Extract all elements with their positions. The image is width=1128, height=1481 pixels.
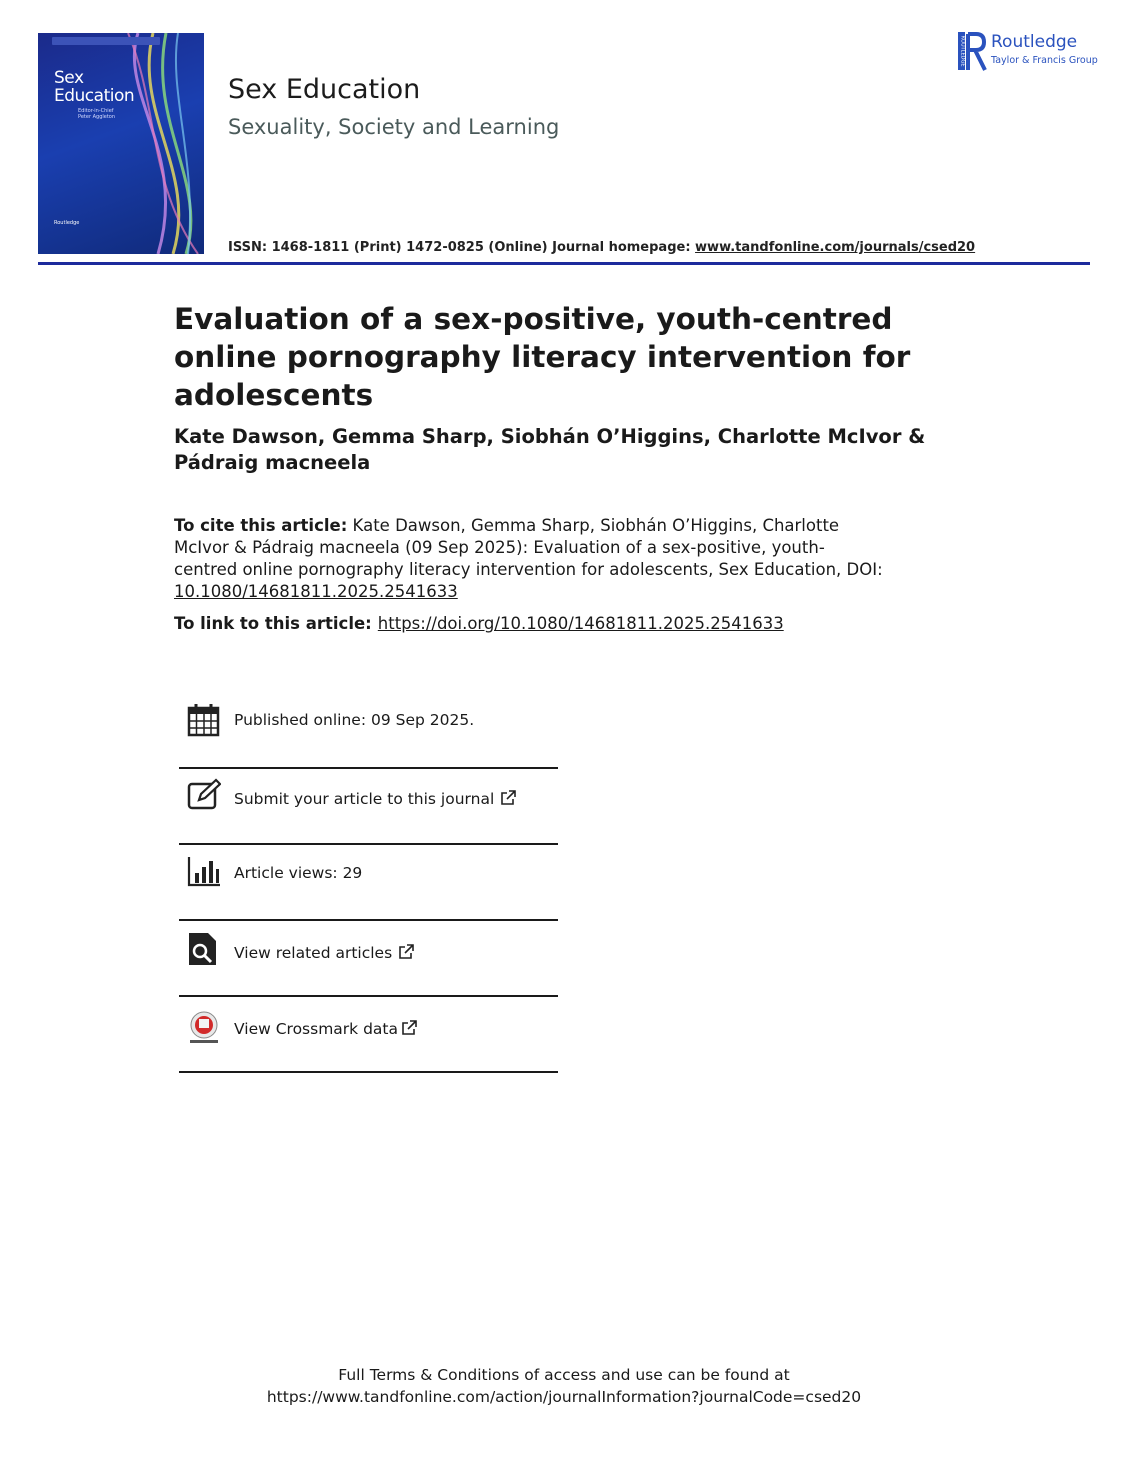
cover-title-line2: Education: [54, 86, 135, 106]
routledge-side-text: ROUTLEDGE: [959, 35, 966, 67]
submit-article-link[interactable]: [234, 790, 516, 808]
routledge-r-icon: [958, 32, 988, 72]
search-document-icon: [187, 932, 221, 966]
related-articles-label: View related articles: [234, 944, 393, 962]
info-row-crossmark[interactable]: [179, 997, 558, 1073]
info-row-published: [179, 694, 558, 769]
routledge-logo: [958, 32, 1098, 72]
crossmark-link[interactable]: [234, 1020, 417, 1038]
link-label: To link to this article:: [174, 614, 372, 633]
info-row-related[interactable]: [179, 921, 558, 997]
citation-text: Kate Dawson, Gemma Sharp, Siobhán O’Higgins, Charlotte McIvor & Pádraig macneela (09 Sep 2025): Evaluation of a sex-positive, youth-centred online pornography literacy intervention for adolescents, Sex Education, DOI:: [174, 516, 883, 579]
footer-terms-url[interactable]: https://www.tandfonline.com/action/journalInformation?journalCode=csed20: [266, 1388, 862, 1406]
journal-cover-image: [38, 33, 204, 254]
citation-label: To cite this article:: [174, 516, 348, 535]
article-doi-url[interactable]: https://doi.org/10.1080/14681811.2025.2541633: [377, 614, 784, 633]
info-row-submit[interactable]: [179, 769, 558, 845]
cover-subtitle: Editor-in-Chief Peter Aggleton: [78, 108, 116, 120]
info-row-views: [179, 845, 558, 921]
info-divider: [179, 1071, 558, 1073]
crossmark-label: View Crossmark data: [234, 1020, 398, 1038]
article-title: Evaluation of a sex-positive, youth-centred online pornography literacy intervention for adolescents: [174, 302, 911, 412]
article-authors: Kate Dawson, Gemma Sharp, Siobhán O’Higgins, Charlotte McIvor & Pádraig macneela: [174, 425, 926, 474]
journal-subtitle: Sexuality, Society and Learning: [228, 115, 560, 139]
journal-title: Sex Education: [228, 74, 421, 105]
submit-article-label: Submit your article to this journal: [234, 790, 495, 808]
calendar-icon: [187, 703, 221, 737]
cover-title-line1: Sex: [54, 68, 84, 88]
crossmark-icon: [187, 1011, 221, 1045]
issn-text: ISSN: 1468-1811 (Print) 1472-0825 (Online) Journal homepage:: [228, 240, 696, 255]
cover-header-strip: [52, 37, 160, 45]
citation-doi-link[interactable]: 10.1080/14681811.2025.2541633: [174, 582, 458, 601]
header-divider: [38, 262, 1090, 265]
external-link-icon: [500, 790, 516, 806]
journal-homepage-link[interactable]: www.tandfonline.com/journals/csed20: [695, 240, 976, 255]
article-link-line: [174, 613, 784, 635]
cover-publisher: Routledge: [54, 220, 80, 226]
published-online-label: Published online: 09 Sep 2025.: [234, 711, 475, 729]
article-views-label: Article views: 29: [234, 864, 363, 882]
routledge-name: Routledge: [991, 32, 1078, 52]
edit-icon: [187, 778, 221, 812]
related-articles-link[interactable]: [234, 944, 414, 962]
external-link-icon: [401, 1020, 417, 1036]
bar-chart-icon: [187, 855, 221, 889]
citation-block: [174, 515, 886, 603]
external-link-icon: [398, 944, 414, 960]
issn-line: [228, 240, 975, 255]
footer-terms: Full Terms & Conditions of access and use can be found at: [338, 1366, 790, 1384]
routledge-tagline: Taylor & Francis Group: [991, 55, 1098, 66]
